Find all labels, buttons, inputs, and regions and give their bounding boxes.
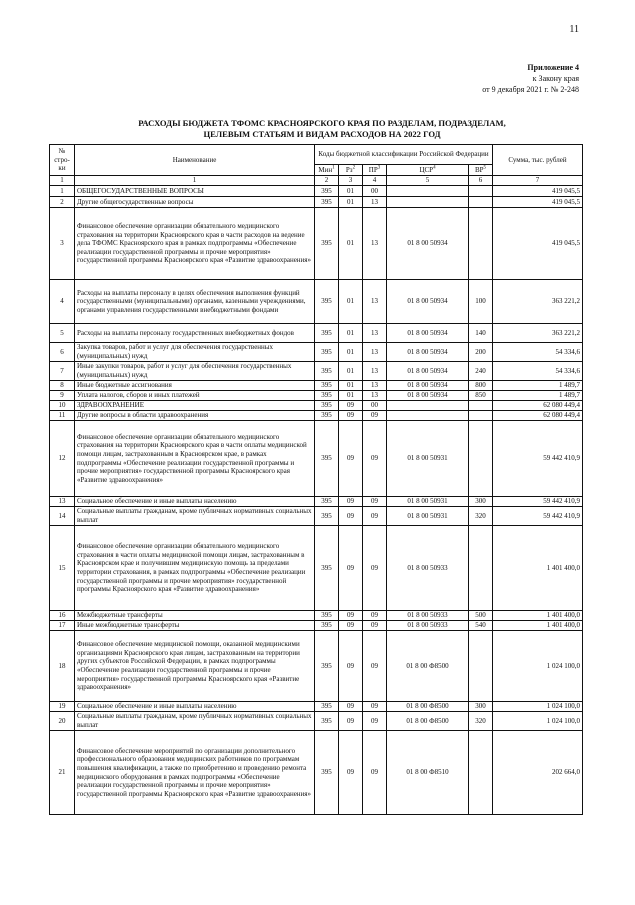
table-row — [50, 343, 583, 362]
row-number: 19 — [50, 702, 75, 712]
column-number: 1 — [50, 176, 75, 186]
row-name: Социальные выплаты гражданам, кроме публичных нормативных социальных выплат — [75, 507, 315, 526]
row-sum: 1 401 400,0 — [493, 526, 583, 611]
row-pr-code: 09 — [363, 611, 387, 621]
table-row — [50, 186, 583, 197]
column-number: 7 — [493, 176, 583, 186]
header-rz — [339, 165, 363, 176]
row-sum: 419 045,5 — [493, 208, 583, 280]
row-min-code: 395 — [315, 411, 339, 421]
table-row — [50, 702, 583, 712]
column-number: 1 — [75, 176, 315, 186]
row-pr-code: 09 — [363, 526, 387, 611]
row-vr-code — [469, 731, 493, 815]
row-sum: 1 024 100,0 — [493, 712, 583, 731]
row-pr-code: 13 — [363, 381, 387, 391]
header-min-label: Мин — [318, 165, 333, 174]
row-csr-code: 01 8 00 50931 — [387, 497, 469, 507]
row-sum: 59 442 410,9 — [493, 421, 583, 497]
page-number: 11 — [569, 24, 579, 35]
row-number: 4 — [50, 280, 75, 324]
row-number: 14 — [50, 507, 75, 526]
row-min-code: 395 — [315, 343, 339, 362]
row-name: Межбюджетные трансферты — [75, 611, 315, 621]
row-vr-code — [469, 421, 493, 497]
table-row — [50, 621, 583, 631]
header-rz-footnote: 2 — [352, 165, 356, 171]
row-number: 16 — [50, 611, 75, 621]
row-sum: 1 401 400,0 — [493, 611, 583, 621]
row-name: Закупка товаров, работ и услуг для обеспечения государственных (муниципальных) нужд — [75, 343, 315, 362]
table-row — [50, 197, 583, 208]
row-pr-code: 13 — [363, 362, 387, 381]
row-name: Финансовое обеспечение медицинской помощи, оказанной медицинскими организациями Красноярского края лицам, застрахованным на территории других субъектов Российской Федерации, в рамках подпрограммы «Обеспечение реализации государственной программы и прочие мероприятия» государственной программы Красноярского края «Развитие здравоохранения» — [75, 631, 315, 702]
row-number: 17 — [50, 621, 75, 631]
row-sum: 363 221,2 — [493, 324, 583, 343]
row-sum: 1 024 100,0 — [493, 631, 583, 702]
row-min-code: 395 — [315, 731, 339, 815]
row-vr-code: 240 — [469, 362, 493, 381]
row-pr-code: 09 — [363, 731, 387, 815]
row-vr-code: 320 — [469, 712, 493, 731]
row-csr-code: 01 8 00 50934 — [387, 381, 469, 391]
row-min-code: 395 — [315, 712, 339, 731]
row-number: 20 — [50, 712, 75, 731]
row-csr-code: 01 8 00 50934 — [387, 208, 469, 280]
row-vr-code — [469, 197, 493, 208]
table-row — [50, 208, 583, 280]
table-row — [50, 381, 583, 391]
table-row — [50, 362, 583, 381]
header-vr — [469, 165, 493, 176]
header-rz-label: Рз — [345, 165, 353, 174]
row-min-code: 395 — [315, 526, 339, 611]
row-csr-code: 01 8 00 50931 — [387, 507, 469, 526]
table-row — [50, 611, 583, 621]
row-vr-code — [469, 411, 493, 421]
header-pr-footnote: 3 — [377, 165, 381, 171]
header-min — [315, 165, 339, 176]
row-rz-code: 09 — [339, 526, 363, 611]
appendix-number: Приложение 4 — [527, 63, 579, 72]
row-min-code: 395 — [315, 280, 339, 324]
row-vr-code — [469, 208, 493, 280]
row-sum: 59 442 410,9 — [493, 507, 583, 526]
row-number: 2 — [50, 197, 75, 208]
row-rz-code: 09 — [339, 621, 363, 631]
row-number: 8 — [50, 381, 75, 391]
row-vr-code — [469, 186, 493, 197]
row-number: 18 — [50, 631, 75, 702]
row-name: Финансовое обеспечение организации обязательного медицинского страхования на территории Красноярского края в части расходов на ведение дела ТФОМС Красноярского края в рамках подпрограммы «Обеспечение реализации государственной программы и прочие мероприятия» государственной программы Красноярского края «Развитие здравоохранения» — [75, 208, 315, 280]
row-csr-code: 01 8 00 50934 — [387, 362, 469, 381]
row-min-code: 395 — [315, 381, 339, 391]
row-pr-code: 13 — [363, 391, 387, 401]
row-vr-code: 140 — [469, 324, 493, 343]
row-min-code: 395 — [315, 611, 339, 621]
row-name: Социальные выплаты гражданам, кроме публичных нормативных социальных выплат — [75, 712, 315, 731]
row-sum: 62 080 449,4 — [493, 401, 583, 411]
table-row — [50, 421, 583, 497]
row-rz-code: 09 — [339, 731, 363, 815]
header-vr-label: ВР — [474, 165, 484, 174]
row-min-code: 395 — [315, 186, 339, 197]
table-row — [50, 731, 583, 815]
header-vr-footnote: 5 — [483, 165, 487, 171]
row-name: Финансовое обеспечение организации обязательного медицинского страхования на территории Красноярского края в части оплаты медицинской помощи лицам, застрахованным в Красноярском крае, в рамках подпрограммы «Обеспечение реализации государственной программы и прочие мероприятия» государственной программы Красноярского края «Развитие здравоохранения» — [75, 421, 315, 497]
row-sum: 363 221,2 — [493, 280, 583, 324]
row-number: 12 — [50, 421, 75, 497]
row-sum: 62 080 449,4 — [493, 411, 583, 421]
row-vr-code: 800 — [469, 381, 493, 391]
table-row — [50, 526, 583, 611]
row-min-code: 395 — [315, 631, 339, 702]
row-pr-code: 13 — [363, 324, 387, 343]
row-number: 3 — [50, 208, 75, 280]
row-csr-code — [387, 186, 469, 197]
row-sum: 419 045,5 — [493, 197, 583, 208]
row-number: 6 — [50, 343, 75, 362]
header-min-footnote: 1 — [332, 165, 335, 171]
row-min-code: 395 — [315, 362, 339, 381]
row-name: Расходы на выплаты персоналу в целях обеспечения выполнения функций государственными (муниципальными) органами, казенными учреждениями, органами управления государственными внебюджетными фондами — [75, 280, 315, 324]
row-name: ЗДРАВООХРАНЕНИЕ — [75, 401, 315, 411]
row-number: 15 — [50, 526, 75, 611]
row-csr-code — [387, 197, 469, 208]
row-rz-code: 01 — [339, 391, 363, 401]
row-vr-code: 540 — [469, 621, 493, 631]
table-row — [50, 280, 583, 324]
row-name: Иные бюджетные ассигнования — [75, 381, 315, 391]
row-rz-code: 09 — [339, 611, 363, 621]
row-number: 13 — [50, 497, 75, 507]
row-rz-code: 09 — [339, 497, 363, 507]
row-name: Социальное обеспечение и иные выплаты населению — [75, 702, 315, 712]
header-csr-footnote: 4 — [433, 165, 436, 171]
column-number: 2 — [315, 176, 339, 186]
row-min-code: 395 — [315, 197, 339, 208]
row-name: Социальное обеспечение и иные выплаты населению — [75, 497, 315, 507]
title-line-1: РАСХОДЫ БЮДЖЕТА ТФОМС КРАСНОЯРСКОГО КРАЯ ПО РАЗДЕЛАМ, ПОДРАЗДЕЛАМ, — [138, 118, 506, 128]
row-vr-code — [469, 631, 493, 702]
row-sum: 59 442 410,9 — [493, 497, 583, 507]
table-row — [50, 391, 583, 401]
header-sum: Сумма, тыс. рублей — [493, 145, 583, 176]
row-sum: 1 401 400,0 — [493, 621, 583, 631]
row-name: Уплата налогов, сборов и иных платежей — [75, 391, 315, 401]
row-pr-code: 13 — [363, 280, 387, 324]
row-csr-code: 01 8 00 Ф8500 — [387, 631, 469, 702]
header-codes: Коды бюджетной классификации Российской Федерации — [315, 145, 493, 165]
row-rz-code: 09 — [339, 421, 363, 497]
row-sum: 54 334,6 — [493, 343, 583, 362]
row-pr-code: 00 — [363, 186, 387, 197]
row-number: 11 — [50, 411, 75, 421]
row-csr-code: 01 8 00 50934 — [387, 391, 469, 401]
appendix-law: к Закону края — [532, 74, 579, 83]
row-csr-code: 01 8 00 50933 — [387, 526, 469, 611]
row-name: Финансовое обеспечение организации обязательного медицинского страхования в части оплаты медицинской помощи лицам, застрахованным в Красноярском крае и получившим медицинскую помощь за пределами территории страхования, в рамках подпрограммы «Обеспечение реализации государственной программы и прочие мероприятия» государственной программы Красноярского края «Развитие здравоохранения» — [75, 526, 315, 611]
row-sum: 1 489,7 — [493, 381, 583, 391]
row-number: 9 — [50, 391, 75, 401]
row-rz-code: 09 — [339, 712, 363, 731]
row-csr-code: 01 8 00 50934 — [387, 324, 469, 343]
row-sum: 419 045,5 — [493, 186, 583, 197]
budget-table — [49, 144, 583, 815]
header-pr — [363, 165, 387, 176]
row-name: Другие общегосударственные вопросы — [75, 197, 315, 208]
header-csr — [387, 165, 469, 176]
row-name: ОБЩЕГОСУДАРСТВЕННЫЕ ВОПРОСЫ — [75, 186, 315, 197]
row-min-code: 395 — [315, 391, 339, 401]
row-pr-code: 00 — [363, 401, 387, 411]
row-rz-code: 09 — [339, 631, 363, 702]
row-min-code: 395 — [315, 497, 339, 507]
row-min-code: 395 — [315, 507, 339, 526]
table-row — [50, 324, 583, 343]
row-number: 7 — [50, 362, 75, 381]
row-rz-code: 01 — [339, 324, 363, 343]
table-row — [50, 401, 583, 411]
appendix-note — [339, 62, 579, 95]
row-min-code: 395 — [315, 621, 339, 631]
row-csr-code — [387, 401, 469, 411]
row-pr-code: 09 — [363, 507, 387, 526]
row-csr-code: 01 8 00 50931 — [387, 421, 469, 497]
row-csr-code: 01 8 00 Ф8510 — [387, 731, 469, 815]
row-rz-code: 01 — [339, 381, 363, 391]
row-vr-code — [469, 401, 493, 411]
row-csr-code: 01 8 00 Ф8500 — [387, 702, 469, 712]
row-rz-code: 09 — [339, 401, 363, 411]
table-row — [50, 497, 583, 507]
row-pr-code: 13 — [363, 343, 387, 362]
row-pr-code: 09 — [363, 497, 387, 507]
table-row — [50, 631, 583, 702]
title-line-2: ЦЕЛЕВЫМ СТАТЬЯМ И ВИДАМ РАСХОДОВ НА 2022 ГОД — [203, 129, 441, 139]
row-name: Расходы на выплаты персоналу государственных внебюджетных фондов — [75, 324, 315, 343]
row-rz-code: 09 — [339, 507, 363, 526]
appendix-date: от 9 декабря 2021 г. № 2-248 — [482, 85, 579, 94]
row-number: 21 — [50, 731, 75, 815]
table-row — [50, 712, 583, 731]
header-name: Наименование — [75, 145, 315, 176]
row-csr-code — [387, 411, 469, 421]
row-csr-code: 01 8 00 50933 — [387, 611, 469, 621]
row-vr-code: 100 — [469, 280, 493, 324]
table-row — [50, 411, 583, 421]
row-sum: 202 664,0 — [493, 731, 583, 815]
row-name: Финансовое обеспечение мероприятий по организации дополнительного профессионального образования медицинских работников по программам повышения квалификации, а также по приобретению и проведению ремонта медицинского оборудования в рамках подпрограммы «Обеспечение реализации государственной программы и прочие мероприятия» государственной программы Красноярского края «Развитие здравоохранения» — [75, 731, 315, 815]
row-min-code: 395 — [315, 324, 339, 343]
row-csr-code: 01 8 00 50934 — [387, 280, 469, 324]
row-min-code: 395 — [315, 421, 339, 497]
row-csr-code: 01 8 00 50934 — [387, 343, 469, 362]
row-vr-code: 300 — [469, 497, 493, 507]
row-pr-code: 09 — [363, 702, 387, 712]
row-vr-code: 850 — [469, 391, 493, 401]
row-rz-code: 01 — [339, 208, 363, 280]
column-number-row — [50, 176, 583, 186]
row-vr-code: 500 — [469, 611, 493, 621]
column-number: 5 — [387, 176, 469, 186]
row-pr-code: 13 — [363, 197, 387, 208]
row-rz-code: 01 — [339, 343, 363, 362]
header-csr-label: ЦСР — [419, 165, 434, 174]
row-pr-code: 09 — [363, 712, 387, 731]
row-vr-code: 300 — [469, 702, 493, 712]
row-rz-code: 01 — [339, 362, 363, 381]
table-row — [50, 507, 583, 526]
row-rz-code: 01 — [339, 280, 363, 324]
row-sum: 1 489,7 — [493, 391, 583, 401]
row-vr-code: 200 — [469, 343, 493, 362]
row-sum: 54 334,6 — [493, 362, 583, 381]
row-rz-code: 09 — [339, 411, 363, 421]
row-name: Иные межбюджетные трансферты — [75, 621, 315, 631]
header-row-number: № стро- ки — [50, 145, 75, 176]
document-title — [62, 118, 582, 140]
row-pr-code: 09 — [363, 421, 387, 497]
row-min-code: 395 — [315, 401, 339, 411]
column-number: 3 — [339, 176, 363, 186]
row-rz-code: 09 — [339, 702, 363, 712]
row-name: Другие вопросы в области здравоохранения — [75, 411, 315, 421]
row-csr-code: 01 8 00 Ф8500 — [387, 712, 469, 731]
row-pr-code: 09 — [363, 411, 387, 421]
header-pr-label: ПР — [368, 165, 378, 174]
row-number: 5 — [50, 324, 75, 343]
row-pr-code: 13 — [363, 208, 387, 280]
column-number: 6 — [469, 176, 493, 186]
row-min-code: 395 — [315, 702, 339, 712]
row-min-code: 395 — [315, 208, 339, 280]
row-number: 10 — [50, 401, 75, 411]
row-name: Иные закупки товаров, работ и услуг для обеспечения государственных (муниципальных) нужд — [75, 362, 315, 381]
row-csr-code: 01 8 00 50933 — [387, 621, 469, 631]
row-rz-code: 01 — [339, 197, 363, 208]
row-rz-code: 01 — [339, 186, 363, 197]
row-pr-code: 09 — [363, 631, 387, 702]
row-vr-code: 320 — [469, 507, 493, 526]
row-sum: 1 024 100,0 — [493, 702, 583, 712]
row-pr-code: 09 — [363, 621, 387, 631]
row-vr-code — [469, 526, 493, 611]
column-number: 4 — [363, 176, 387, 186]
row-number: 1 — [50, 186, 75, 197]
